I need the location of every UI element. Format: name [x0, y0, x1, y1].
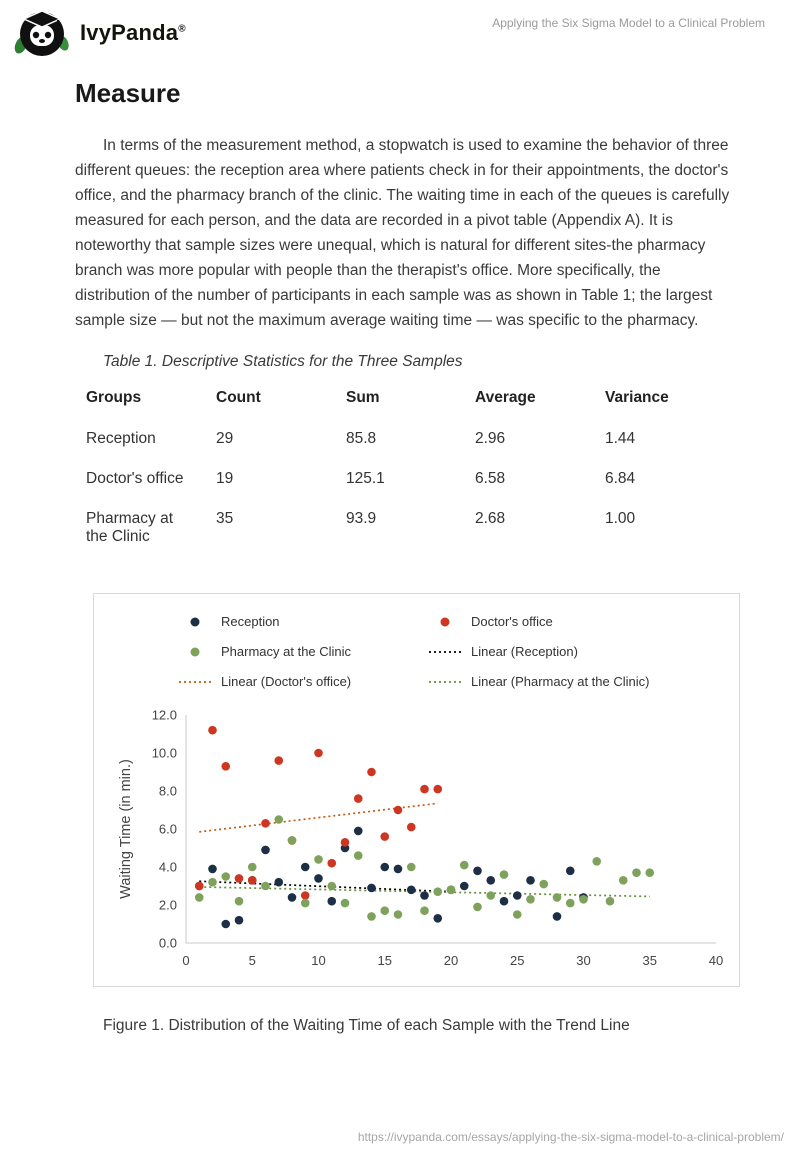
- cell-sum: 125.1: [346, 470, 385, 487]
- cell-group: Reception: [86, 430, 156, 447]
- x-tick-label: 10: [311, 953, 326, 968]
- table-row: [86, 419, 716, 459]
- page-footer: [358, 1130, 784, 1144]
- legend-label: Doctor's office: [471, 614, 553, 629]
- table-header-row: [86, 377, 716, 419]
- y-tick-label: 8.0: [158, 783, 177, 799]
- x-tick-label: 25: [510, 953, 525, 968]
- cell-count: 35: [216, 510, 234, 527]
- cell-variance: 6.84: [605, 470, 636, 487]
- legend-marker-dot: [191, 618, 200, 627]
- chart-axes: [118, 708, 723, 969]
- legend-label: Linear (Pharmacy at the Clinic): [471, 674, 650, 689]
- x-tick-label: 40: [708, 953, 724, 968]
- scatter-chart: [94, 594, 739, 986]
- y-tick-label: 10.0: [151, 745, 177, 761]
- document-title: Applying the Six Sigma Model to a Clinical Problem: [492, 16, 765, 30]
- chart-points-pharmacy-at-the-clinic: [195, 815, 654, 921]
- cell-average: 2.68: [475, 510, 506, 527]
- x-tick-label: 5: [248, 953, 256, 968]
- legend-label: Linear (Reception): [471, 644, 578, 659]
- cell-sum: 93.9: [346, 510, 377, 527]
- cell-sum: 85.8: [346, 430, 377, 447]
- cell-variance: 1.44: [605, 430, 636, 447]
- column-header-average: Average: [475, 389, 536, 406]
- x-tick-label: 30: [576, 953, 591, 968]
- cell-group-text: Pharmacy at the Clinic: [86, 510, 174, 545]
- y-axis-label: Waiting Time (in min.): [118, 759, 134, 899]
- site-header: [14, 8, 186, 58]
- brand-text: IvyPanda: [80, 20, 179, 45]
- y-tick-label: 4.0: [158, 859, 177, 875]
- cell-average: 6.58: [475, 470, 506, 487]
- cell-count: 19: [216, 470, 234, 487]
- source-url-link[interactable]: https://ivypanda.com/essays/applying-the-six-sigma-model-to-a-clinical-problem/: [357, 1130, 784, 1144]
- figure-chart: [93, 593, 740, 987]
- cell-count: 29: [216, 430, 234, 447]
- cell-group: [86, 499, 216, 557]
- column-header-sum: Sum: [346, 389, 380, 406]
- registered-mark: ®: [178, 23, 186, 35]
- legend-label: Linear (Doctor's office): [221, 674, 352, 689]
- x-tick-label: 20: [443, 953, 459, 968]
- chart-points-doctor-s-office: [195, 726, 442, 900]
- y-tick-label: 0.0: [158, 935, 177, 951]
- table-caption: Table 1. Descriptive Statistics for the Three Samples: [103, 353, 463, 370]
- y-tick-label: 6.0: [158, 821, 177, 837]
- section-heading: Measure: [75, 78, 181, 108]
- table-row: [86, 459, 716, 499]
- brand-name: [80, 20, 186, 46]
- x-tick-label: 0: [182, 953, 190, 968]
- legend-marker-dot: [441, 618, 450, 627]
- column-header-groups: Groups: [86, 389, 142, 406]
- legend-label: Pharmacy at the Clinic: [221, 644, 352, 659]
- y-tick-label: 12.0: [151, 707, 177, 723]
- y-tick-label: 2.0: [158, 897, 177, 913]
- cell-average: 2.96: [475, 430, 506, 447]
- descriptive-statistics-table: [86, 377, 716, 557]
- column-header-count: Count: [216, 389, 261, 406]
- cell-group: Doctor's office: [86, 470, 184, 487]
- x-tick-label: 15: [377, 953, 392, 968]
- table-row: [86, 499, 716, 557]
- body-paragraph: In terms of the measurement method, a stopwatch is used to examine the behavior of three different queues: the reception area where patients check in for their appointments, the doctor's office, and the pharmacy branch of the clinic. The waiting time in each of the queues is carefully measured for each person, and the data are recorded in a pivot table (Appendix A). It is noteworthy that sample sizes were unequal, which is natural for different sites-the pharmacy branch was more popular with people than the therapist's office. More specifically, the distribution of the number of participants in each sample was as shown in Table 1; the largest sample size — but not the maximum average waiting time — was specific to the pharmacy.: [75, 137, 730, 329]
- ivypanda-logo-icon: [14, 8, 70, 58]
- x-tick-label: 35: [642, 953, 657, 968]
- legend-label: Reception: [221, 614, 280, 629]
- cell-variance: 1.00: [605, 510, 636, 527]
- figure-caption: Figure 1. Distribution of the Waiting Time of each Sample with the Trend Line: [103, 1017, 630, 1034]
- legend-marker-dot: [191, 648, 200, 657]
- column-header-variance: Variance: [605, 389, 669, 406]
- chart-legend: [179, 614, 649, 689]
